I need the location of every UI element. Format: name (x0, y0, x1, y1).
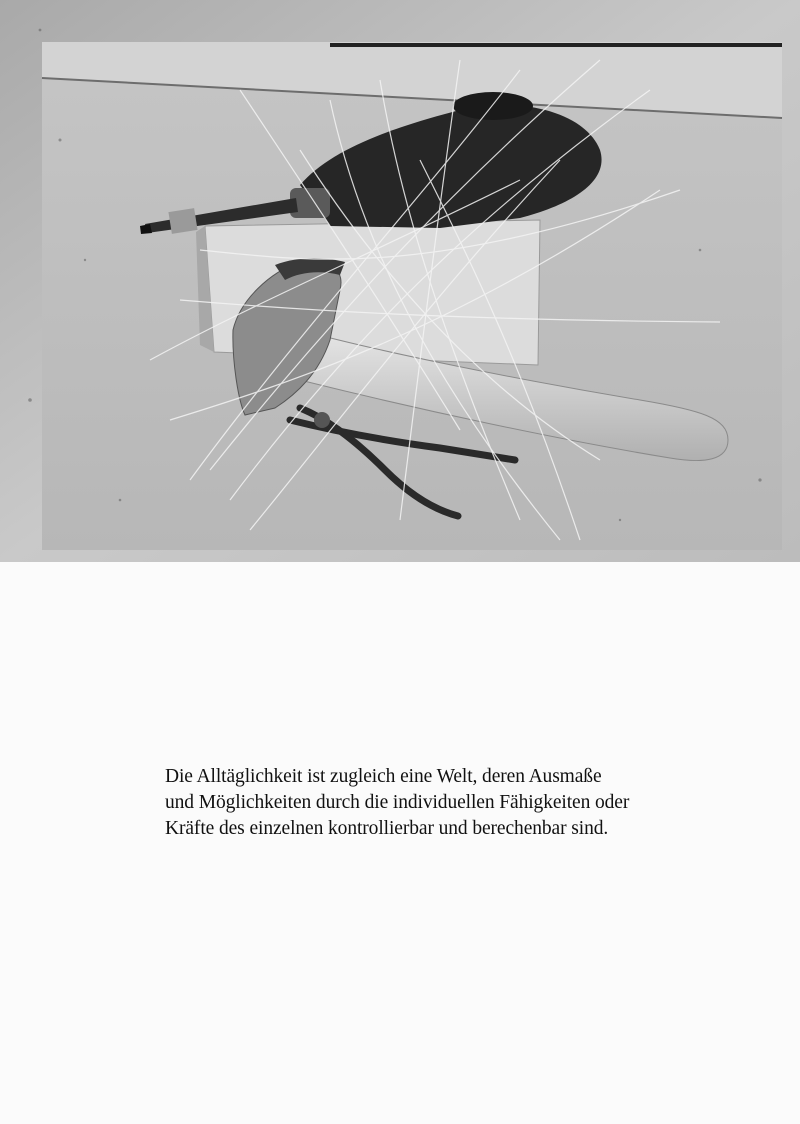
caption-text (165, 764, 685, 842)
caption-line: Die Alltäglichkeit ist zugleich eine Welt, deren Ausmaße (165, 766, 602, 787)
caption-line: und Möglichkeiten durch die individuellen Fähigkeiten oder (165, 792, 630, 813)
caption-line: Kräfte des einzelnen kontrollierbar und berechenbar sind. (165, 818, 609, 839)
